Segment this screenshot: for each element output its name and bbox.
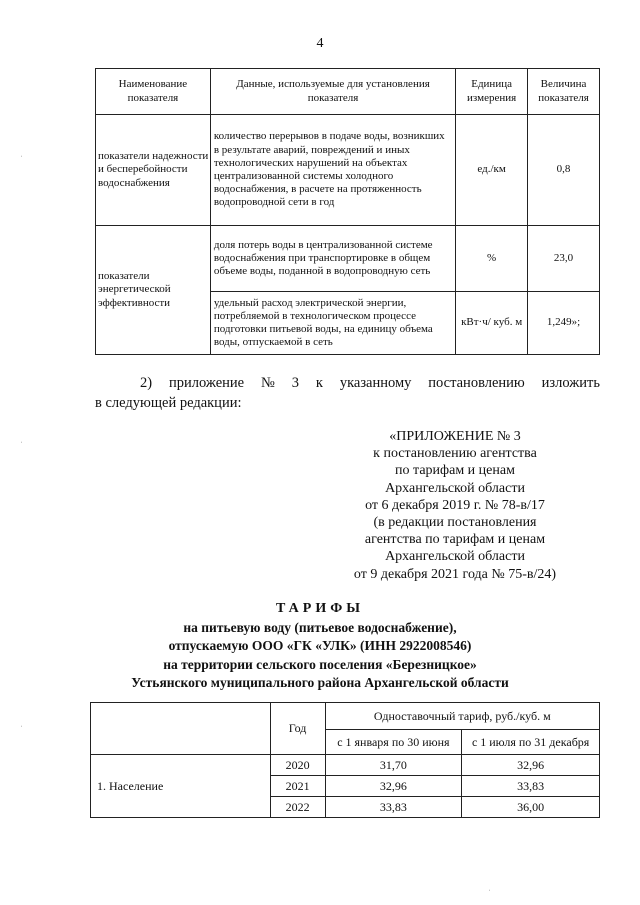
indicator-unit: ед./км: [456, 115, 528, 226]
paragraph-word: указанному: [339, 375, 412, 391]
tariff-h1-cell: 33,83: [325, 797, 462, 818]
paragraph-word: изложить: [541, 375, 600, 391]
paragraph-word: приложение: [168, 375, 245, 391]
header-value: Величина показателя: [528, 69, 600, 115]
year-cell: 2022: [270, 797, 325, 818]
indicator-data: удельный расход электрической энергии, потребляемой в технологическом процессе подготовки питьевой воды, на единицу объема воды, отпускаемой в сеть: [210, 292, 455, 355]
year-cell: 2020: [270, 755, 325, 776]
period-1-header: с 1 января по 30 июня: [325, 730, 462, 755]
title-line: на питьевую воду (питьевое водоснабжение),: [183, 619, 457, 635]
appendix-heading: [330, 428, 580, 583]
title-line: Устьянского муниципального района Архангельской области: [131, 675, 509, 690]
header-indicator-name: Наименование показателя: [96, 69, 211, 115]
paragraph-line-2: в следующей редакции:: [95, 395, 242, 411]
indicators-header-row: [96, 69, 600, 115]
indicator-data: доля потерь воды в централизованной системе водоснабжения при транспортировке в общем объеме воды, поданной в водопроводную сеть: [210, 226, 455, 292]
tariff-h1-cell: 32,96: [325, 776, 462, 797]
tariff-table: [90, 702, 600, 818]
empty-header-cell: [91, 703, 271, 755]
indicator-unit: %: [456, 226, 528, 292]
table-row: [96, 226, 600, 292]
year-header: Год: [270, 703, 325, 755]
header-unit: Единица измерения: [456, 69, 528, 115]
group-name: показатели надежности и бесперебойности водоснабжения: [96, 115, 211, 226]
indicator-value: 23,0: [528, 226, 600, 292]
tariff-header-row: [91, 703, 600, 730]
indicator-data: количество перерывов в подаче воды, возникших в результате аварий, повреждений и иных технологических нарушений на объектах централизованной системы холодного водоснабжения, в расчете на протяженность водопроводной сети в год: [210, 115, 455, 226]
indicator-value: 1,249»;: [528, 292, 600, 355]
tariff-h2-cell: 36,00: [462, 797, 600, 818]
indicator-value: 0,8: [528, 115, 600, 226]
title-main: ТАРИФЫ: [276, 601, 364, 616]
tariff-header: Одноставочный тариф, руб./куб. м: [325, 703, 599, 730]
paragraph-word: №: [261, 375, 275, 391]
title-line: на территории сельского поселения «Березницкое»: [163, 656, 477, 672]
scan-mark: ˌ: [20, 148, 23, 157]
group-name: показатели энергетической эффективности: [96, 226, 211, 355]
appendix-line: Архангельской области: [385, 480, 525, 496]
header-indicator-data: Данные, используемые для установления показателя: [210, 69, 455, 115]
scan-mark: ˌ: [20, 434, 23, 443]
paragraph-word: 3: [291, 375, 299, 391]
appendix-line: от 9 декабря 2021 года № 75-в/24): [353, 566, 557, 582]
paragraph-word: 2): [140, 375, 153, 391]
appendix-line: от 6 декабря 2019 г. № 78-в/17: [365, 497, 545, 513]
paragraph-line-1: [95, 373, 600, 393]
appendix-line: к постановлению агентства: [373, 446, 537, 462]
tariffs-title: [0, 600, 640, 693]
tariff-h1-cell: 31,70: [325, 755, 462, 776]
paragraph-word: постановлению: [428, 375, 525, 391]
consumer-group: 1. Население: [91, 755, 271, 818]
appendix-line: по тарифам и ценам: [395, 463, 515, 479]
tariff-h2-cell: 32,96: [462, 755, 600, 776]
paragraph-word: к: [315, 375, 323, 391]
table-row: [91, 755, 600, 776]
period-2-header: с 1 июля по 31 декабря: [462, 730, 600, 755]
scan-mark: ˌ: [20, 718, 23, 727]
amendment-paragraph: [95, 373, 600, 413]
title-line: отпускаемую ООО «ГК «УЛК» (ИНН 2922008546): [168, 638, 472, 653]
table-row: [96, 115, 600, 226]
appendix-line: агентства по тарифам и ценам: [364, 532, 546, 548]
appendix-line: Архангельской области: [385, 549, 525, 565]
page-number: 4: [316, 36, 324, 51]
indicators-table: [95, 68, 600, 355]
scan-mark: ˌ: [488, 882, 491, 891]
tariff-h2-cell: 33,83: [462, 776, 600, 797]
indicator-unit: кВт·ч/ куб. м: [456, 292, 528, 355]
appendix-line: (в редакции постановления: [373, 515, 537, 531]
year-cell: 2021: [270, 776, 325, 797]
appendix-line: «ПРИЛОЖЕНИЕ № 3: [389, 429, 521, 444]
